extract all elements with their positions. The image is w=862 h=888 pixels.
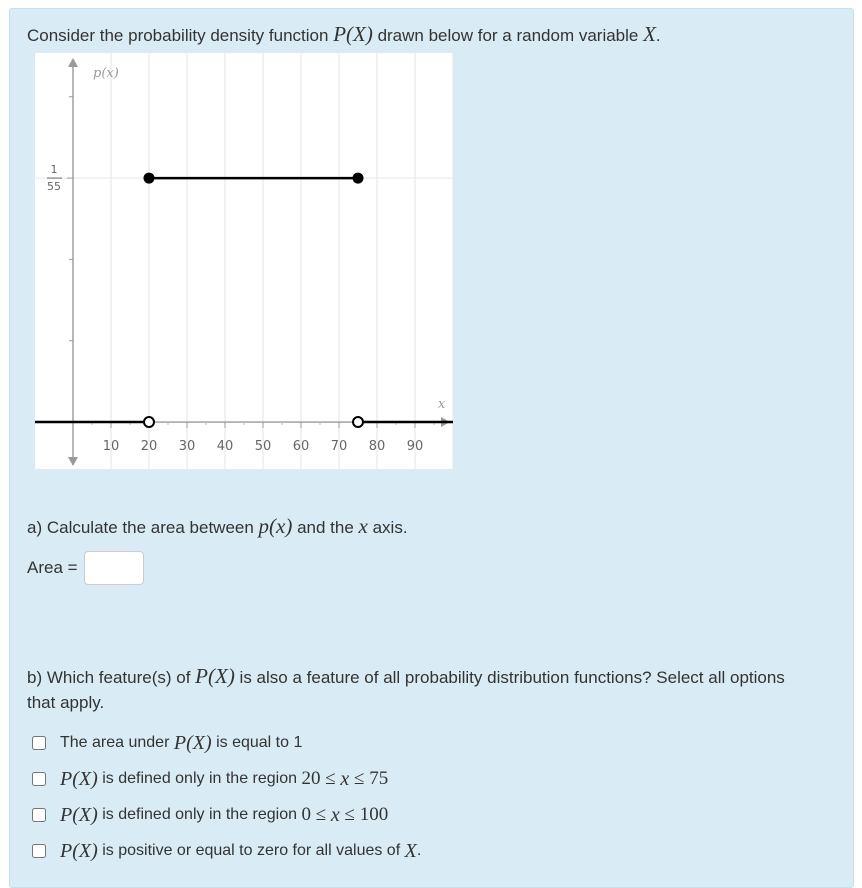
x-tick-label: 40 [216,439,234,455]
y-tick-label-denominator: 55 [47,180,61,194]
x-tick-label: 50 [254,439,272,455]
closed-endpoint [353,173,364,184]
y-tick-label-numerator: 1 [50,163,58,177]
y-axis-arrow-up [68,58,78,67]
intro-text: Consider the probability density function P(X) drawn below for a random variable X. [27,22,661,46]
area-input[interactable] [84,551,144,585]
x-tick-label: 10 [102,439,120,455]
option-1[interactable]: The area under P(X) is equal to 1 [32,725,421,761]
series-marks [35,173,453,427]
x-tick-label: 30 [178,439,196,455]
open-endpoint [144,417,154,427]
var-symbol: x [358,514,368,538]
func-symbol: P(X) [195,664,235,688]
x-tick-label: 80 [368,439,386,455]
y-axis-arrow-down [68,457,78,466]
option-3-checkbox[interactable] [32,808,46,822]
option-4-checkbox[interactable] [32,844,46,858]
option-4[interactable]: P(X) is positive or equal to zero for all values of X . [32,833,421,869]
pdf-graph [35,53,453,469]
option-1-checkbox[interactable] [32,736,46,750]
func-symbol: P(X) [333,22,373,46]
pdf-chart-svg [35,53,453,469]
options-list [32,725,421,869]
x-tick-label: 90 [406,439,424,455]
open-endpoint [353,417,363,427]
area-answer-row [27,551,144,585]
option-2[interactable]: P(X) is defined only in the region 20 ≤ x ≤ 75 [32,761,421,797]
option-2-checkbox[interactable] [32,772,46,786]
x-tick-label: 70 [330,439,348,455]
x-axis-label: x [437,397,446,413]
x-tick-label: 60 [292,439,310,455]
grid-lines [35,53,453,469]
area-label: Area = [27,558,78,577]
closed-endpoint [144,173,155,184]
x-tick-label: 20 [140,439,158,455]
y-axis-label: p(x) [93,66,119,81]
func-symbol: p(x) [258,514,293,538]
var-symbol: X [643,22,656,46]
question-b-text: b) Which feature(s) of P(X) is also a feature of all probability distribution functions? Select all options that apply. [27,664,785,712]
tick-labels [47,66,446,454]
question-a-text: a) Calculate the area between p(x) and the x axis. [27,514,408,538]
question-panel [9,8,854,888]
option-3[interactable]: P(X) is defined only in the region 0 ≤ x ≤ 100 [32,797,421,833]
axes [35,53,450,466]
